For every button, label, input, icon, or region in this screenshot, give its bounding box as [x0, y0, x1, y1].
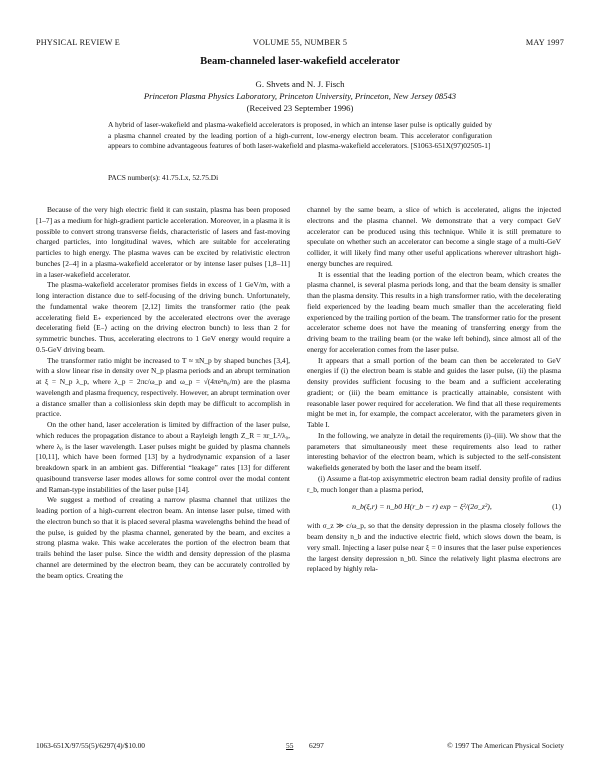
pacs-numbers: PACS number(s): 41.75.Lx, 52.75.Di: [108, 173, 219, 182]
paragraph: with σ_z ≫ c/ω_p, so that the density depression in the plasma closely follows the beam density n_b and the inductive electric field, which slows down the beam, is very small. Injecting a laser pulse near ξ = 0 insures that the laser pulse experiences the largest density depression n_b0. Since the relatively light plasma electrons are replaced by highly rela-: [307, 521, 561, 574]
running-head: [36, 38, 564, 50]
abstract: A hybrid of laser-wakefield and plasma-wakefield accelerators is proposed, in which an intense laser pulse is optically guided by a plasma channel created by the leading portion of a high-current, low-energy electron beam. This accelerator configuration appears to combine advantageous features of both laser-wakefield and plasma-wakefield accelerators. [S1063-651X(97)02505-1]: [108, 120, 492, 151]
paragraph: The plasma-wakefield accelerator promises fields in excess of 1 GeV/m, with a long interaction distance due to self-focusing of the driving bunch. Unfortunately, the fundamental wake theorem [2,12] limits the transformer ratio (the peak accelerating field E₊ experienced by the accelerated electrons over the average decelerating field ⟨E₋⟩ acting on the driving electron bunch) to less than 2 for symmetric bunches. Thus, accelerating electrons to 1 GeV energy would require a 0.5-GeV driving beam.: [36, 280, 290, 354]
equation-1: [307, 497, 561, 519]
paragraph: It is essential that the leading portion of the electron beam, which creates the plasma channel, is several plasma periods long, and that the beam density is smaller than the plasma density. This results in a high transformer ratio, with the decelerating field experienced by the leading beam much smaller than the accelerating field experienced by the trailing portion of the beam. The transformer ratio for the present accelerator scheme does not have the meaning of transferring energy from the driving beam to the trailing beam (or the wake left behind), since almost all of the energy for acceleration comes from the laser pulse.: [307, 269, 561, 354]
paragraph: We suggest a method of creating a narrow plasma channel that utilizes the leading portion of a high-current electron beam. An intense laser pulse, timed with the electron bunch so that it is placed several plasma wavelengths behind the head of the pulse, is guided by the plasma channel, generated by the beam, and excites a strong plasma wake. This wake accelerates the portion of the electron beam that trails behind the laser pulse. Since the width and density depression of the plasma channel are determined by the electron beam, they can be accurately controlled by the beam optics. Creating the: [36, 495, 290, 580]
equation-number: (1): [552, 502, 561, 512]
left-column: [36, 205, 290, 581]
paragraph: Because of the very high electric field it can sustain, plasma has been proposed [1–7] as a medium for high-gradient particle acceleration. Moreover, in a plasma it is possible to convert strong transverse fields, characteristic of lasers and fast-moving charged particles, into longitudinal waves, which are suitable for accelerating particles to high energy. The plasma waves can be excited by relativistic electron bunches [2–4] in a plasma-wakefield accelerator or by intense laser pulses [1,8–11] in a laser-wakefield accelerator.: [36, 205, 290, 279]
paper-title: Beam-channeled laser-wakefield accelerator: [200, 56, 400, 67]
received-date: (Received 23 September 1996): [246, 103, 354, 113]
issue-date: MAY 1997: [525, 38, 564, 47]
equation-body: n_b(ξ,r) = n_b0 H(r_b − r) exp − ξ²/(2σ_z²),: [352, 502, 492, 512]
paper-authors: G. Shvets and N. J. Fisch: [255, 79, 345, 89]
article-code: 1063-651X/97/55(5)/6297(4)/$10.00: [36, 741, 146, 750]
paragraph: It appears that a small portion of the beam can then be accelerated to GeV energies if (i) the electron beam is stable and guides the laser pulse, (ii) the plasma density provides sufficient focusing to the beam and a sufficient accelerating gradient; or (iii) the beam emittance is practically attainable, consistent with reasonable laser power required for acceleration. We find that all these requirements might be met in, for example, the compact accelerator, with the parameters given in Table I.: [307, 355, 561, 429]
journal-name: PHYSICAL REVIEW E: [36, 38, 120, 47]
paragraph: The transformer ratio might be increased to T ≈ πN_p by shaped bunches [3,4], with a slow linear rise in density over N_p plasma periods and an abrupt termination at ξ = N_p λ_p, where λ_p = 2πc/ω_p and ω_p = √(4πe²n₀/m) are the plasma wavelength and plasma frequency, respectively. However, an abrupt termination over a distance smaller than a collisionless skin depth may be difficult to accomplish in practice.: [36, 355, 290, 419]
copyright: © 1997 The American Physical Society: [447, 741, 564, 750]
paragraph: (i) Assume a flat-top axisymmetric electron beam radial density profile of radius r_b, much longer than a plasma period,: [307, 473, 561, 494]
right-column: [307, 205, 561, 575]
page-number: 6297: [309, 741, 324, 750]
author-affiliation: Princeton Plasma Physics Laboratory, Princeton University, Princeton, New Jersey 08543: [143, 91, 457, 101]
paragraph: In the following, we analyze in detail the requirements (i)–(iii). We show that the parameters that simultaneously meet these requirements also lead to rather interesting behavior of the electron beam, which is subjected to the self-consistent wakefields generated by both the laser and the beam itself.: [307, 430, 561, 472]
volume-number: VOLUME 55, NUMBER 5: [252, 38, 348, 47]
footer-volume: 55: [286, 741, 294, 750]
paragraph: channel by the same beam, a slice of which is accelerated, aligns the injected electrons and the plasma channel. We demonstrate that a very compact GeV accelerator can be produced using this technique. While it is still premature to speculate on whether such an accelerator can become a single stage of a multi-GeV collider, it will likely find many other useful applications wherever ultrashort high-energy bunches are required.: [307, 205, 561, 268]
paragraph: On the other hand, laser acceleration is limited by diffraction of the laser pulse, which reduces the propagation distance to about a Rayleigh length Z_R = πr_L²/λ₀, where λ₀ is the laser wavelength. Laser pulses might be guided by plasma channels [10,11], which have been formed [13] by a hydrodynamic expansion of a laser breakdown spark in an ambient gas. Differential “leakage” rates [13] for different quasibound transverse laser modes allows for some control over the modal content and Raman-type instabilities of the laser pulse [14].: [36, 420, 290, 494]
page-footer: [36, 741, 564, 753]
